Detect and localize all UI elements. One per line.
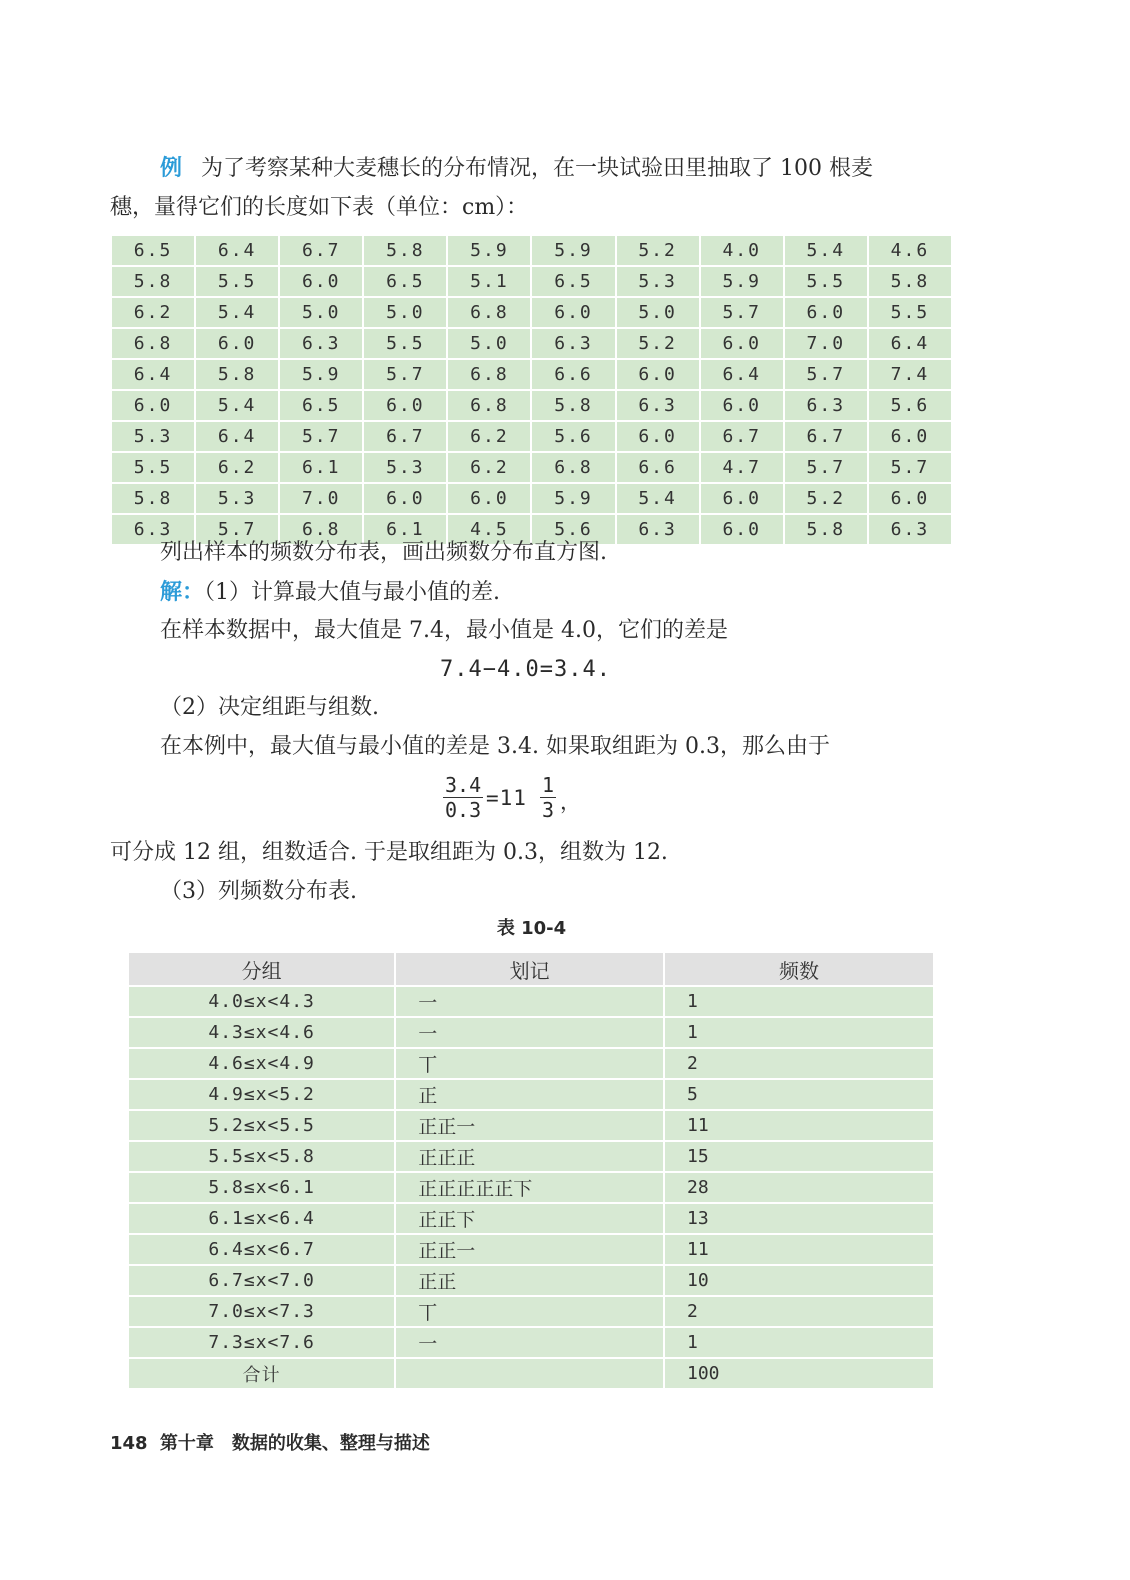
data-cell: 6.3 — [868, 514, 952, 545]
step1-text: 在样本数据中，最大值是 7.4，最小值是 4.0，它们的差是 — [160, 618, 728, 643]
page-number: 148 — [110, 1433, 148, 1454]
data-cell: 5.0 — [616, 297, 700, 328]
tally-cell: 正正正正正下 — [395, 1172, 664, 1203]
data-cell: 5.8 — [195, 359, 279, 390]
data-cell: 5.4 — [784, 235, 868, 266]
group-cell: 5.5≤x<5.8 — [128, 1141, 395, 1172]
step2-text: 在本例中，最大值与最小值的差是 3.4. 如果取组距为 0.3，那么由于 — [160, 734, 830, 759]
data-cell: 4.6 — [868, 235, 952, 266]
group-cell: 4.0≤x<4.3 — [128, 986, 395, 1017]
header-tally: 划记 — [395, 952, 664, 986]
tally-cell: 正正 — [395, 1265, 664, 1296]
frequency-row — [128, 1141, 934, 1172]
data-row — [111, 421, 952, 452]
group-cell: 4.6≤x<4.9 — [128, 1048, 395, 1079]
frequency-table — [127, 951, 935, 1390]
data-cell: 6.0 — [616, 359, 700, 390]
tally-cell: 正正一 — [395, 1110, 664, 1141]
data-row — [111, 297, 952, 328]
group-cell: 4.3≤x<4.6 — [128, 1017, 395, 1048]
data-cell: 6.3 — [531, 328, 615, 359]
data-cell: 5.3 — [195, 483, 279, 514]
tally-cell: 一 — [395, 986, 664, 1017]
data-cell: 5.7 — [784, 452, 868, 483]
data-cell: 6.5 — [279, 390, 363, 421]
tally-cell: 正 — [395, 1079, 664, 1110]
data-cell: 6.0 — [700, 514, 784, 545]
data-cell: 6.3 — [616, 390, 700, 421]
data-cell: 5.7 — [195, 514, 279, 545]
solution-step1-line — [160, 577, 1060, 608]
frequency-row — [128, 1048, 934, 1079]
data-row — [111, 359, 952, 390]
data-cell: 6.3 — [784, 390, 868, 421]
data-cell: 5.3 — [111, 421, 195, 452]
data-cell: 6.0 — [700, 483, 784, 514]
tally-cell: 正正正 — [395, 1141, 664, 1172]
count-cell: 15 — [664, 1141, 934, 1172]
data-cell: 6.0 — [616, 421, 700, 452]
data-cell: 6.8 — [111, 328, 195, 359]
data-cell: 6.0 — [447, 483, 531, 514]
data-cell: 7.0 — [279, 483, 363, 514]
solution-label: 解： — [160, 579, 205, 605]
mixed-fraction — [540, 773, 556, 822]
data-row — [111, 483, 952, 514]
frequency-row — [128, 1172, 934, 1203]
count-cell: 13 — [664, 1203, 934, 1234]
data-cell: 5.5 — [195, 266, 279, 297]
data-cell: 5.8 — [111, 266, 195, 297]
frequency-table-header — [128, 952, 934, 986]
step1-title: （1）计算最大值与最小值的差. — [204, 580, 501, 605]
data-cell: 6.8 — [447, 297, 531, 328]
step3-title: （3）列频数分布表. — [160, 879, 357, 904]
data-cell: 6.2 — [195, 452, 279, 483]
data-row — [111, 235, 952, 266]
data-cell: 5.1 — [447, 266, 531, 297]
data-cell: 6.3 — [279, 328, 363, 359]
fraction-equals: =11 — [486, 786, 527, 810]
data-cell: 6.4 — [868, 328, 952, 359]
data-cell: 5.7 — [363, 359, 447, 390]
count-cell: 10 — [664, 1265, 934, 1296]
table-caption: 表 10-4 — [496, 918, 567, 939]
count-cell: 1 — [664, 1017, 934, 1048]
count-cell: 11 — [664, 1110, 934, 1141]
group-cell: 7.3≤x<7.6 — [128, 1327, 395, 1358]
data-cell: 5.7 — [700, 297, 784, 328]
data-cell: 6.4 — [195, 235, 279, 266]
fraction-numerator: 3.4 — [445, 773, 482, 797]
data-cell: 6.1 — [363, 514, 447, 545]
sample-data-table — [110, 234, 953, 546]
data-cell: 5.7 — [279, 421, 363, 452]
data-cell: 5.9 — [447, 235, 531, 266]
data-row — [111, 390, 952, 421]
total-label: 合计 — [128, 1358, 395, 1389]
example-text-1: 为了考察某种大麦穗长的分布情况，在一块试验田里抽取了 100 根麦 — [201, 156, 873, 181]
count-cell: 1 — [664, 1327, 934, 1358]
data-cell: 5.8 — [531, 390, 615, 421]
fraction-denominator: 0.3 — [445, 798, 482, 822]
frequency-row — [128, 1017, 934, 1048]
data-cell: 6.6 — [616, 452, 700, 483]
data-cell: 6.0 — [700, 390, 784, 421]
data-cell: 5.8 — [868, 266, 952, 297]
group-cell: 7.0≤x<7.3 — [128, 1296, 395, 1327]
data-cell: 6.5 — [363, 266, 447, 297]
data-cell: 6.6 — [531, 359, 615, 390]
count-cell: 28 — [664, 1172, 934, 1203]
data-cell: 5.9 — [279, 359, 363, 390]
data-cell: 6.5 — [111, 235, 195, 266]
data-cell: 6.3 — [111, 514, 195, 545]
data-cell: 6.2 — [447, 421, 531, 452]
data-cell: 5.6 — [531, 421, 615, 452]
fraction-tail: ， — [560, 790, 581, 814]
data-cell: 6.0 — [363, 483, 447, 514]
count-cell: 2 — [664, 1296, 934, 1327]
page-footer — [110, 1429, 430, 1455]
chapter-title: 第十章 数据的收集、整理与描述 — [159, 1433, 430, 1454]
data-cell: 7.4 — [868, 359, 952, 390]
frequency-row — [128, 1265, 934, 1296]
data-cell: 5.2 — [784, 483, 868, 514]
tally-cell: 一 — [395, 1327, 664, 1358]
data-cell: 6.4 — [195, 421, 279, 452]
data-cell: 5.9 — [531, 235, 615, 266]
data-cell: 5.7 — [784, 359, 868, 390]
data-cell: 5.6 — [531, 514, 615, 545]
data-cell: 5.5 — [868, 297, 952, 328]
data-cell: 5.0 — [279, 297, 363, 328]
header-group: 分组 — [128, 952, 395, 986]
data-cell: 6.0 — [868, 483, 952, 514]
data-cell: 5.0 — [363, 297, 447, 328]
data-cell: 5.9 — [700, 266, 784, 297]
mixed-numerator: 1 — [542, 773, 555, 797]
data-cell: 5.8 — [111, 483, 195, 514]
data-cell: 5.2 — [616, 235, 700, 266]
frequency-row — [128, 1110, 934, 1141]
frequency-row — [128, 1327, 934, 1358]
example-line-1 — [110, 153, 1060, 184]
data-cell: 6.8 — [447, 359, 531, 390]
data-cell: 4.7 — [700, 452, 784, 483]
count-cell: 2 — [664, 1048, 934, 1079]
group-cell: 5.8≤x<6.1 — [128, 1172, 395, 1203]
data-cell: 5.8 — [784, 514, 868, 545]
task-text: 列出样本的频数分布表，画出频数分布直方图. — [160, 540, 607, 565]
count-cell: 1 — [664, 986, 934, 1017]
data-cell: 5.2 — [616, 328, 700, 359]
frequency-row — [128, 1203, 934, 1234]
data-cell: 5.5 — [784, 266, 868, 297]
example-label: 例 — [160, 155, 183, 181]
data-cell: 6.2 — [111, 297, 195, 328]
header-count: 频数 — [664, 952, 934, 986]
tally-cell: 正正一 — [395, 1234, 664, 1265]
data-cell: 5.4 — [195, 390, 279, 421]
data-cell: 6.7 — [784, 421, 868, 452]
data-cell: 6.0 — [531, 297, 615, 328]
data-cell: 5.4 — [195, 297, 279, 328]
data-cell: 6.8 — [531, 452, 615, 483]
data-cell: 6.7 — [279, 235, 363, 266]
data-cell: 6.0 — [784, 297, 868, 328]
frequency-row — [128, 1079, 934, 1110]
data-cell: 6.8 — [279, 514, 363, 545]
group-cell: 6.7≤x<7.0 — [128, 1265, 395, 1296]
data-cell: 6.1 — [279, 452, 363, 483]
data-cell: 5.3 — [616, 266, 700, 297]
step1-formula: 7.4−4.0=3.4. — [440, 657, 611, 682]
data-cell: 4.0 — [700, 235, 784, 266]
data-cell: 6.3 — [616, 514, 700, 545]
group-cell: 5.2≤x<5.5 — [128, 1110, 395, 1141]
data-cell: 5.8 — [363, 235, 447, 266]
step2-conclusion: 可分成 12 组，组数适合. 于是取组距为 0.3，组数为 12. — [110, 840, 668, 865]
frequency-row — [128, 1296, 934, 1327]
fraction — [443, 773, 483, 822]
total-count: 100 — [664, 1358, 934, 1389]
data-cell: 6.0 — [195, 328, 279, 359]
data-cell: 6.0 — [279, 266, 363, 297]
tally-cell: 一 — [395, 1017, 664, 1048]
data-cell: 5.4 — [616, 483, 700, 514]
data-cell: 6.5 — [531, 266, 615, 297]
tally-cell: 丅 — [395, 1048, 664, 1079]
data-cell: 6.2 — [447, 452, 531, 483]
mixed-denominator: 3 — [542, 798, 555, 822]
count-cell: 5 — [664, 1079, 934, 1110]
step2-title: （2）决定组距与组数. — [160, 695, 379, 720]
example-line-2: 穗，量得它们的长度如下表（单位：cm）： — [110, 195, 529, 220]
data-cell: 6.7 — [700, 421, 784, 452]
data-cell: 5.0 — [447, 328, 531, 359]
data-cell: 6.4 — [111, 359, 195, 390]
group-cell: 6.4≤x<6.7 — [128, 1234, 395, 1265]
group-cell: 4.9≤x<5.2 — [128, 1079, 395, 1110]
frequency-row — [128, 986, 934, 1017]
data-cell: 5.5 — [363, 328, 447, 359]
data-cell: 6.0 — [700, 328, 784, 359]
tally-cell: 丅 — [395, 1296, 664, 1327]
data-cell: 6.0 — [868, 421, 952, 452]
total-tally-cell — [395, 1358, 664, 1389]
total-row — [128, 1358, 934, 1389]
data-row — [111, 328, 952, 359]
data-cell: 6.4 — [700, 359, 784, 390]
group-cell: 6.1≤x<6.4 — [128, 1203, 395, 1234]
data-cell: 5.7 — [868, 452, 952, 483]
data-cell: 6.0 — [111, 390, 195, 421]
data-cell: 6.0 — [363, 390, 447, 421]
data-cell: 5.3 — [363, 452, 447, 483]
data-cell: 5.5 — [111, 452, 195, 483]
data-row — [111, 266, 952, 297]
data-row — [111, 452, 952, 483]
data-cell: 6.7 — [363, 421, 447, 452]
count-cell: 11 — [664, 1234, 934, 1265]
data-cell: 6.8 — [447, 390, 531, 421]
data-cell: 5.9 — [531, 483, 615, 514]
data-cell: 4.5 — [447, 514, 531, 545]
data-cell: 5.6 — [868, 390, 952, 421]
tally-cell: 正正下 — [395, 1203, 664, 1234]
frequency-row — [128, 1234, 934, 1265]
data-cell: 7.0 — [784, 328, 868, 359]
